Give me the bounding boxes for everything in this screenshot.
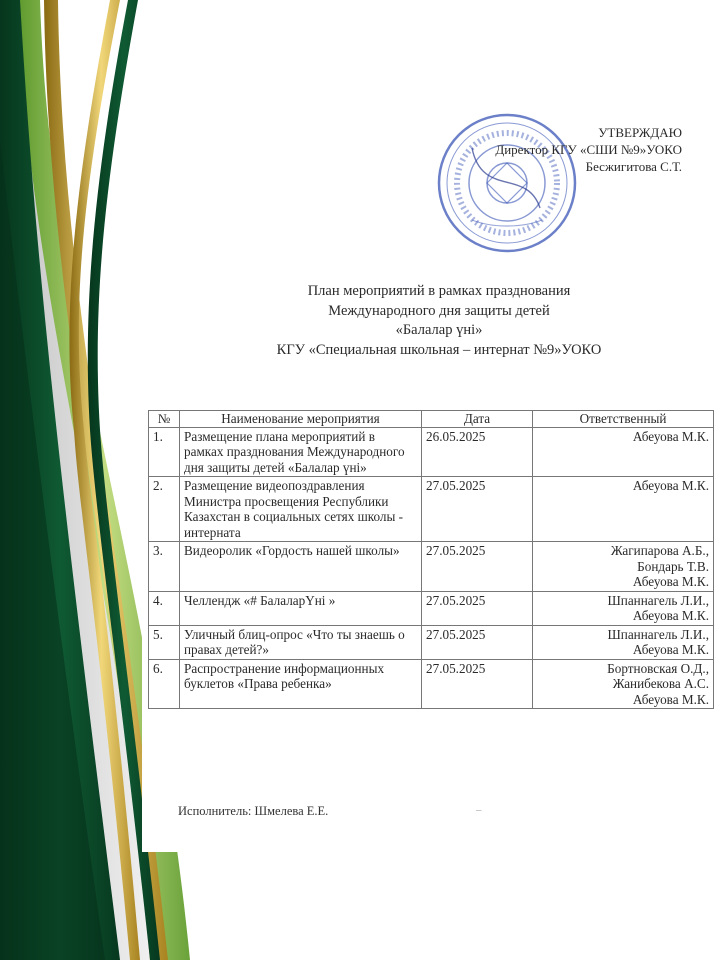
responsible-person: Бондарь Т.В. — [637, 558, 709, 574]
title-line-4: КГУ «Специальная школьная – интернат №9»УОКО — [276, 341, 602, 358]
row-date: 27.05.2025 — [422, 477, 533, 542]
row-date: 27.05.2025 — [422, 659, 533, 709]
row-event-name: Размещение видеопоздравления Министра просвещения Республики Казахстан в социальных сетях школы - интерната — [180, 477, 422, 542]
responsible-person: Абеуова М.К. — [632, 428, 709, 444]
row-number: 3. — [149, 542, 180, 592]
table-row — [149, 659, 714, 709]
header-event-name: Наименование мероприятия — [180, 411, 422, 428]
row-event-name: Размещение плана мероприятий в рамках празднования Международного дня защиты детей «Балалар үні» — [180, 427, 422, 477]
row-date: 27.05.2025 — [422, 591, 533, 625]
title-line-2: Международного дня защиты детей — [328, 302, 550, 319]
table-header-row — [149, 411, 714, 428]
responsible-person: Абеуова М.К. — [632, 691, 709, 707]
row-date: 26.05.2025 — [422, 427, 533, 477]
approval-block — [495, 124, 682, 175]
table-row — [149, 625, 714, 659]
document-page — [142, 104, 720, 852]
responsible-person: Абеуова М.К. — [632, 608, 709, 623]
row-event-name: Видеоролик «Гордость нашей школы» — [180, 542, 422, 592]
approval-name: Бесжигитова С.Т. — [585, 159, 682, 174]
header-number: № — [149, 411, 180, 428]
row-number: 2. — [149, 477, 180, 542]
approval-position: Директор КГУ «СШИ №9»УОКО — [495, 142, 682, 157]
header-date: Дата — [422, 411, 533, 428]
row-responsible — [533, 427, 714, 477]
header-responsible: Ответственный — [533, 411, 714, 428]
mark-dash: – — [476, 804, 482, 816]
responsible-person: Абеуова М.К. — [632, 574, 709, 589]
row-date: 27.05.2025 — [422, 542, 533, 592]
row-number: 5. — [149, 625, 180, 659]
row-responsible — [533, 477, 714, 542]
table-row — [149, 427, 714, 477]
responsible-person: Жанибекова А.С. — [612, 676, 709, 691]
row-responsible — [533, 659, 714, 709]
title-line-3: «Балалар үні» — [395, 322, 483, 338]
responsible-person: Шпаннагель Л.И., — [607, 592, 709, 608]
table-row — [149, 477, 714, 542]
table-row — [149, 542, 714, 592]
row-responsible — [533, 591, 714, 625]
row-event-name: Распространение информационных буклетов «Права ребенка» — [180, 659, 422, 709]
row-number: 4. — [149, 591, 180, 625]
approval-heading: УТВЕРЖДАЮ — [598, 125, 682, 140]
row-responsible — [533, 625, 714, 659]
document-title — [172, 282, 706, 360]
row-responsible — [533, 542, 714, 592]
row-date: 27.05.2025 — [422, 625, 533, 659]
responsible-person: Абеуова М.К. — [632, 478, 709, 493]
table-row — [149, 591, 714, 625]
executor-line: Исполнитель: Шмелева Е.Е. — [178, 804, 329, 818]
row-event-name: Уличный блиц-опрос «Что ты знаешь о правах детей?» — [180, 625, 422, 659]
row-number: 1. — [149, 427, 180, 477]
events-table — [148, 410, 714, 709]
row-event-name: Челлендж «# БалаларҮні » — [180, 591, 422, 625]
responsible-person: Жагипарова А.Б., — [610, 543, 709, 558]
responsible-person: Абеуова М.К. — [632, 642, 709, 657]
row-number: 6. — [149, 659, 180, 709]
title-line-1: План мероприятий в рамках празднования — [307, 283, 571, 299]
responsible-person: Шпаннагель Л.И., — [607, 626, 709, 642]
responsible-person: Бортновская О.Д., — [607, 660, 709, 676]
